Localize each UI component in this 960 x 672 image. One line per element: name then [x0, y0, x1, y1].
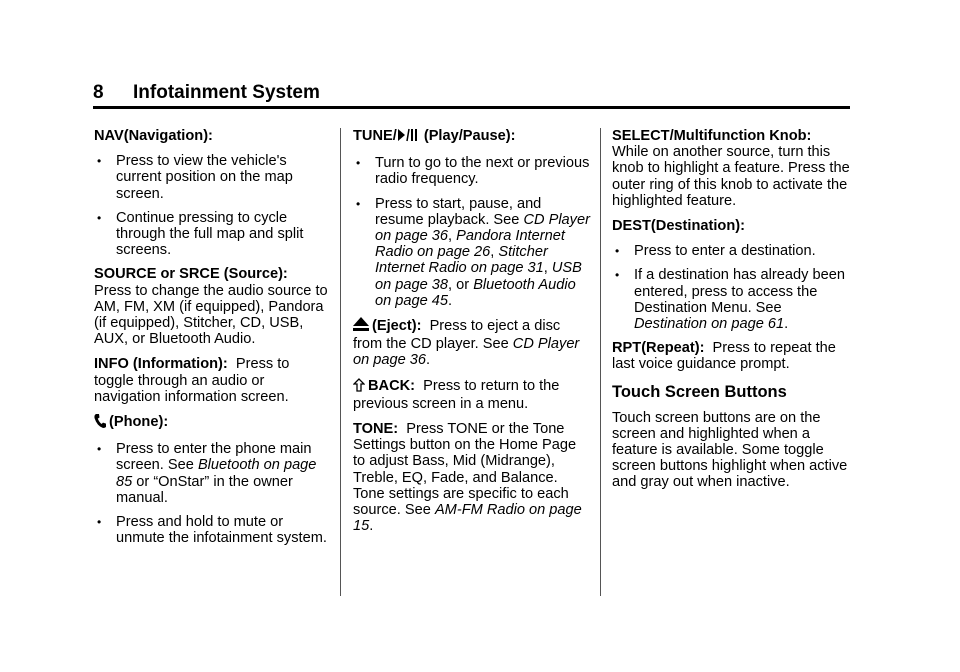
page-number: 8	[93, 82, 104, 103]
phone-bullet-text: or “OnStar” in the owner manual.	[116, 473, 293, 506]
separator: , or	[448, 276, 474, 293]
page-reference: Bluetooth on page 85	[116, 457, 317, 490]
column-left	[94, 128, 332, 554]
dest-title: DEST(Destination):	[612, 218, 745, 235]
phone-list	[94, 441, 332, 546]
list-item	[94, 210, 332, 259]
list-item	[94, 514, 332, 546]
phone-title: (Phone):	[109, 414, 169, 431]
bullet: •	[356, 196, 361, 211]
page-reference: Pandora Internet Radio on page 26	[375, 228, 565, 261]
nav-list	[94, 153, 332, 258]
page-reference: Stitcher Internet Radio on page 31	[375, 244, 548, 277]
source-title: SOURCE or SRCE (Source):	[94, 266, 288, 283]
source-text: Press to change the audio source to AM, FM, XM (if equipped), Pandora (if equipped), Stitcher, CD, USB, AUX, or Bluetooth Audio.	[94, 282, 328, 348]
eject-paragraph	[353, 317, 591, 369]
bullet: •	[97, 442, 102, 457]
page-header	[93, 82, 850, 109]
separator: ,	[543, 260, 552, 277]
bullet: •	[615, 244, 620, 259]
page-reference: AM-FM Radio on page 15	[353, 502, 582, 535]
separator: .	[448, 292, 453, 309]
page-reference: CD Player on page 36	[375, 211, 590, 245]
list-item	[353, 155, 591, 187]
rpt-paragraph	[612, 340, 856, 372]
eject-title: (Eject):	[372, 318, 422, 335]
bullet: •	[97, 154, 102, 169]
bullet: •	[97, 515, 102, 530]
separator: .	[426, 352, 431, 369]
tone-title: TONE:	[353, 421, 399, 438]
phone-icon	[94, 414, 106, 432]
back-paragraph	[353, 378, 591, 412]
source-paragraph	[94, 266, 332, 347]
tune-title-line	[353, 128, 591, 146]
list-item	[94, 441, 332, 506]
tune-title: TUNE/	[353, 128, 397, 144]
page-reference: Destination on page 61	[634, 316, 785, 333]
list-item	[612, 243, 856, 259]
page-reference: USB on page 38	[375, 260, 582, 293]
phone-title-line	[94, 414, 332, 432]
tune-bullet-text: Turn to go to the next or previous radio frequency.	[375, 155, 590, 188]
separator: ,	[490, 244, 499, 261]
back-arrow-icon	[353, 378, 365, 396]
rpt-text: Press to repeat the last voice guidance prompt.	[612, 340, 836, 373]
nav-bullet-text: Press to view the vehicle's current position on the map screen.	[116, 153, 293, 202]
tune-title: (Play/Pause):	[419, 128, 516, 144]
page-reference: CD Player on page 36	[353, 336, 580, 369]
chapter-title: Infotainment System	[133, 82, 320, 103]
separator: ,	[448, 228, 457, 245]
tune-bullet-text: Press to start, pause, and resume playback. See	[375, 195, 542, 228]
phone-bullet-text: Press to enter the phone main screen. See	[116, 441, 312, 474]
touch-paragraph: Touch screen buttons are on the screen and highlighted when a feature is available. Some toggle screen buttons highlight when active and gray out when inactive.	[612, 409, 848, 491]
select-text: While on another source, turn this knob to highlight a feature. Press the outer ring of this knob to activate the highlighted feature.	[612, 144, 850, 209]
back-title: BACK:	[368, 377, 416, 394]
column-divider	[600, 128, 601, 596]
dest-list	[612, 243, 856, 332]
info-paragraph	[94, 356, 332, 405]
bullet: •	[97, 210, 102, 225]
tone-text: Press TONE or the Tone Settings button on the Home Page to adjust Bass, Mid (Midrange), Treble, EQ, Fade, and Balance. Tone settings are specific to each source. See	[353, 421, 577, 519]
select-title: SELECT/Multifunction Knob:	[612, 128, 812, 144]
separator: .	[784, 316, 789, 333]
section-heading: Touch Screen Buttons	[612, 382, 787, 401]
tone-paragraph	[353, 421, 591, 534]
tune-list	[353, 155, 591, 309]
select-paragraph	[612, 128, 856, 209]
back-text: Press to return to the previous screen in a menu.	[353, 377, 560, 412]
column-right	[612, 128, 856, 500]
play-pause-icon	[397, 128, 417, 146]
list-item	[94, 153, 332, 202]
list-item	[353, 196, 591, 309]
dest-bullet-text: Press to enter a destination.	[634, 243, 816, 260]
bullet: •	[615, 268, 620, 283]
eject-text: Press to eject a disc from the CD player. See	[353, 318, 561, 353]
page-reference: Bluetooth Audio on page 45	[375, 276, 576, 309]
eject-icon	[353, 317, 369, 336]
info-title: INFO (Information):	[94, 356, 228, 373]
bullet: •	[356, 156, 361, 171]
nav-title: NAV(Navigation):	[94, 128, 213, 144]
phone-bullet-text: Press and hold to mute or unmute the infotainment system.	[116, 514, 327, 547]
info-text: Press to toggle through an audio or navigation information screen.	[94, 356, 290, 405]
nav-bullet-text: Continue pressing to cycle through the full map and split screens.	[116, 209, 304, 259]
dest-bullet-text: If a destination has already been entered, press to access the Destination Menu. See	[634, 267, 845, 316]
column-middle	[353, 128, 591, 543]
column-divider	[340, 128, 341, 596]
rpt-title: RPT(Repeat):	[612, 340, 705, 357]
separator: .	[369, 518, 374, 535]
list-item	[612, 267, 856, 332]
